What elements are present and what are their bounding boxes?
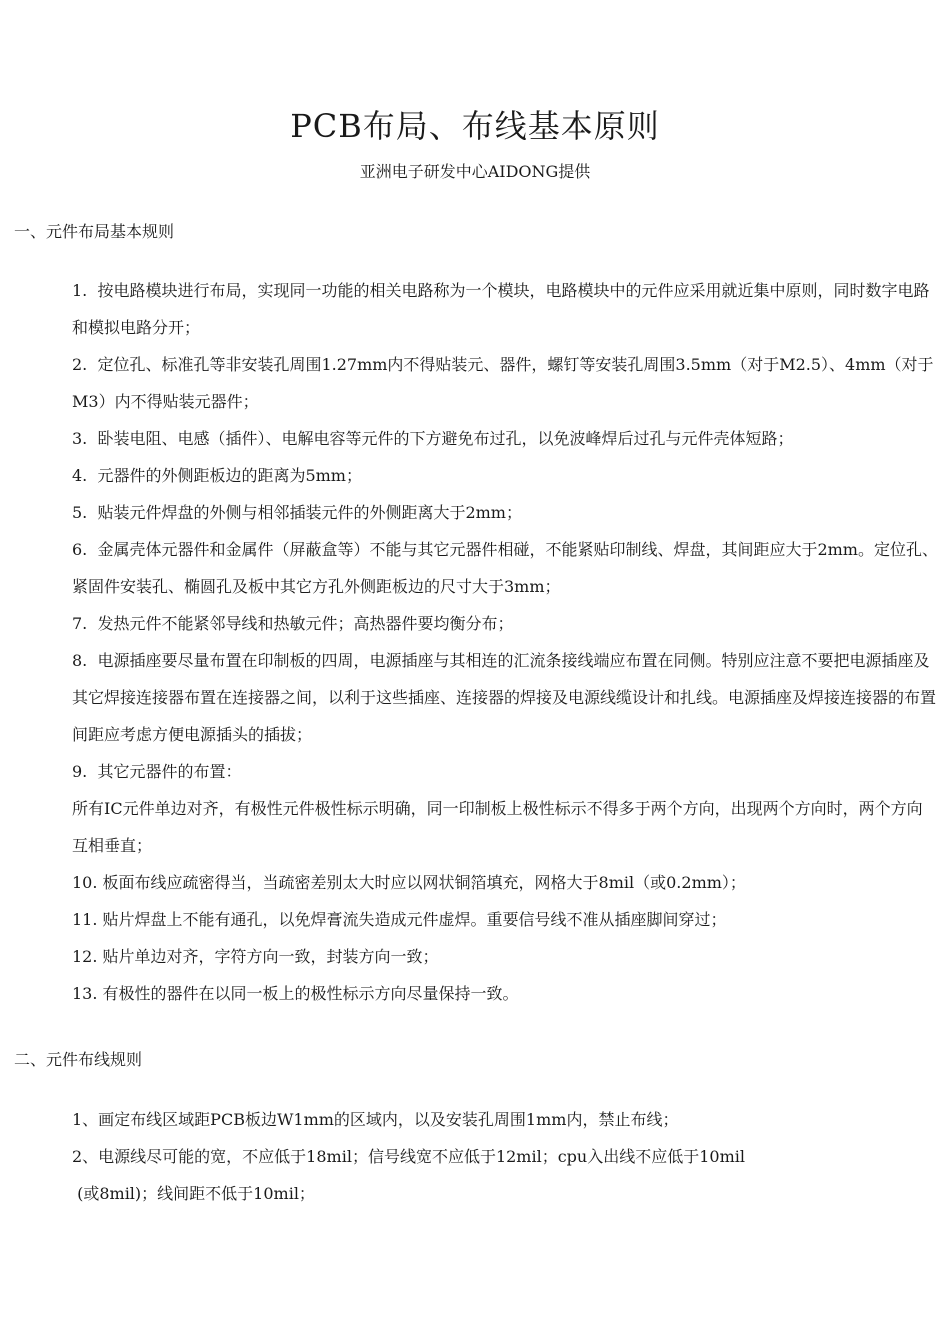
document-subtitle: 亚洲电子研发中心AIDONG提供	[359, 162, 591, 181]
list-item: 8. 电源插座要尽量布置在印制板的四周，电源插座与其相连的汇流条接线端应布置在同侧。特别应注意不要把电源插座及其它焊接连接器布置在连接器之间，以利于这些插座、连接器的焊接及电源线缆设计和扎线。电源插座及焊接连接器的布置间距应考虑方便电源插头的插拔；	[72, 651, 937, 744]
section2-heading: 二、元件布线规则	[14, 1050, 143, 1069]
list-item: 1. 按电路模块进行布局，实现同一功能的相关电路称为一个模块，电路模块中的元件应采用就近集中原则，同时数字电路和模拟电路分开；	[72, 281, 930, 337]
list-item: 9. 其它元器件的布置：	[72, 762, 242, 781]
section1-heading: 一、元件布局基本规则	[14, 222, 175, 241]
list-item: 4. 元器件的外侧距板边的距离为5mm；	[72, 466, 362, 485]
list-item: 7. 发热元件不能紧邻导线和热敏元件；高热器件要均衡分布；	[72, 614, 514, 633]
list-item: 3. 卧装电阻、电感（插件）、电解电容等元件的下方避免布过孔，以免波峰焊后过孔与元件壳体短路；	[72, 429, 794, 448]
document-title: PCB布局、布线基本原则	[290, 107, 660, 145]
list-item: 1、画定布线区域距PCB板边W1mm的区域内，以及安装孔周围1mm内，禁止布线；	[72, 1110, 679, 1129]
list-item: 5. 贴装元件焊盘的外侧与相邻插装元件的外侧距离大于2mm；	[72, 503, 522, 522]
list-item: 所有IC元件单边对齐，有极性元件极性标示明确，同一印制板上极性标示不得多于两个方向，出现两个方向时，两个方向互相垂直；	[72, 799, 923, 855]
list-item: 2. 定位孔、标准孔等非安装孔周围1.27mm内不得贴装元、器件，螺钉等安装孔周围3.5mm（对于M2.5）、4mm（对于M3）内不得贴装元器件；	[72, 355, 934, 411]
list-item: 10. 板面布线应疏密得当，当疏密差别太大时应以网状铜箔填充，网格大于8mil（或0.2mm）；	[72, 873, 746, 892]
section1-list	[72, 272, 938, 1012]
list-item: 13. 有极性的器件在以同一板上的极性标示方向尽量保持一致。	[72, 984, 519, 1003]
list-item: 2、电源线尽可能的宽，不应低于18mil；信号线宽不应低于12mil；cpu入出线不应低于10mil	[72, 1147, 745, 1166]
list-item: (或8mil)；线间距不低于10mil；	[72, 1184, 315, 1203]
list-item: 11. 贴片焊盘上不能有通孔，以免焊膏流失造成元件虚焊。重要信号线不准从插座脚间穿过；	[72, 910, 727, 929]
list-item: 6. 金属壳体元器件和金属件（屏蔽盒等）不能与其它元器件相碰，不能紧贴印制线、焊盘，其间距应大于2mm。定位孔、紧固件安装孔、椭圆孔及板中其它方孔外侧距板边的尺寸大于3mm；	[72, 540, 938, 596]
section2-list	[72, 1101, 938, 1212]
list-item: 12. 贴片单边对齐，字符方向一致，封装方向一致；	[72, 947, 439, 966]
